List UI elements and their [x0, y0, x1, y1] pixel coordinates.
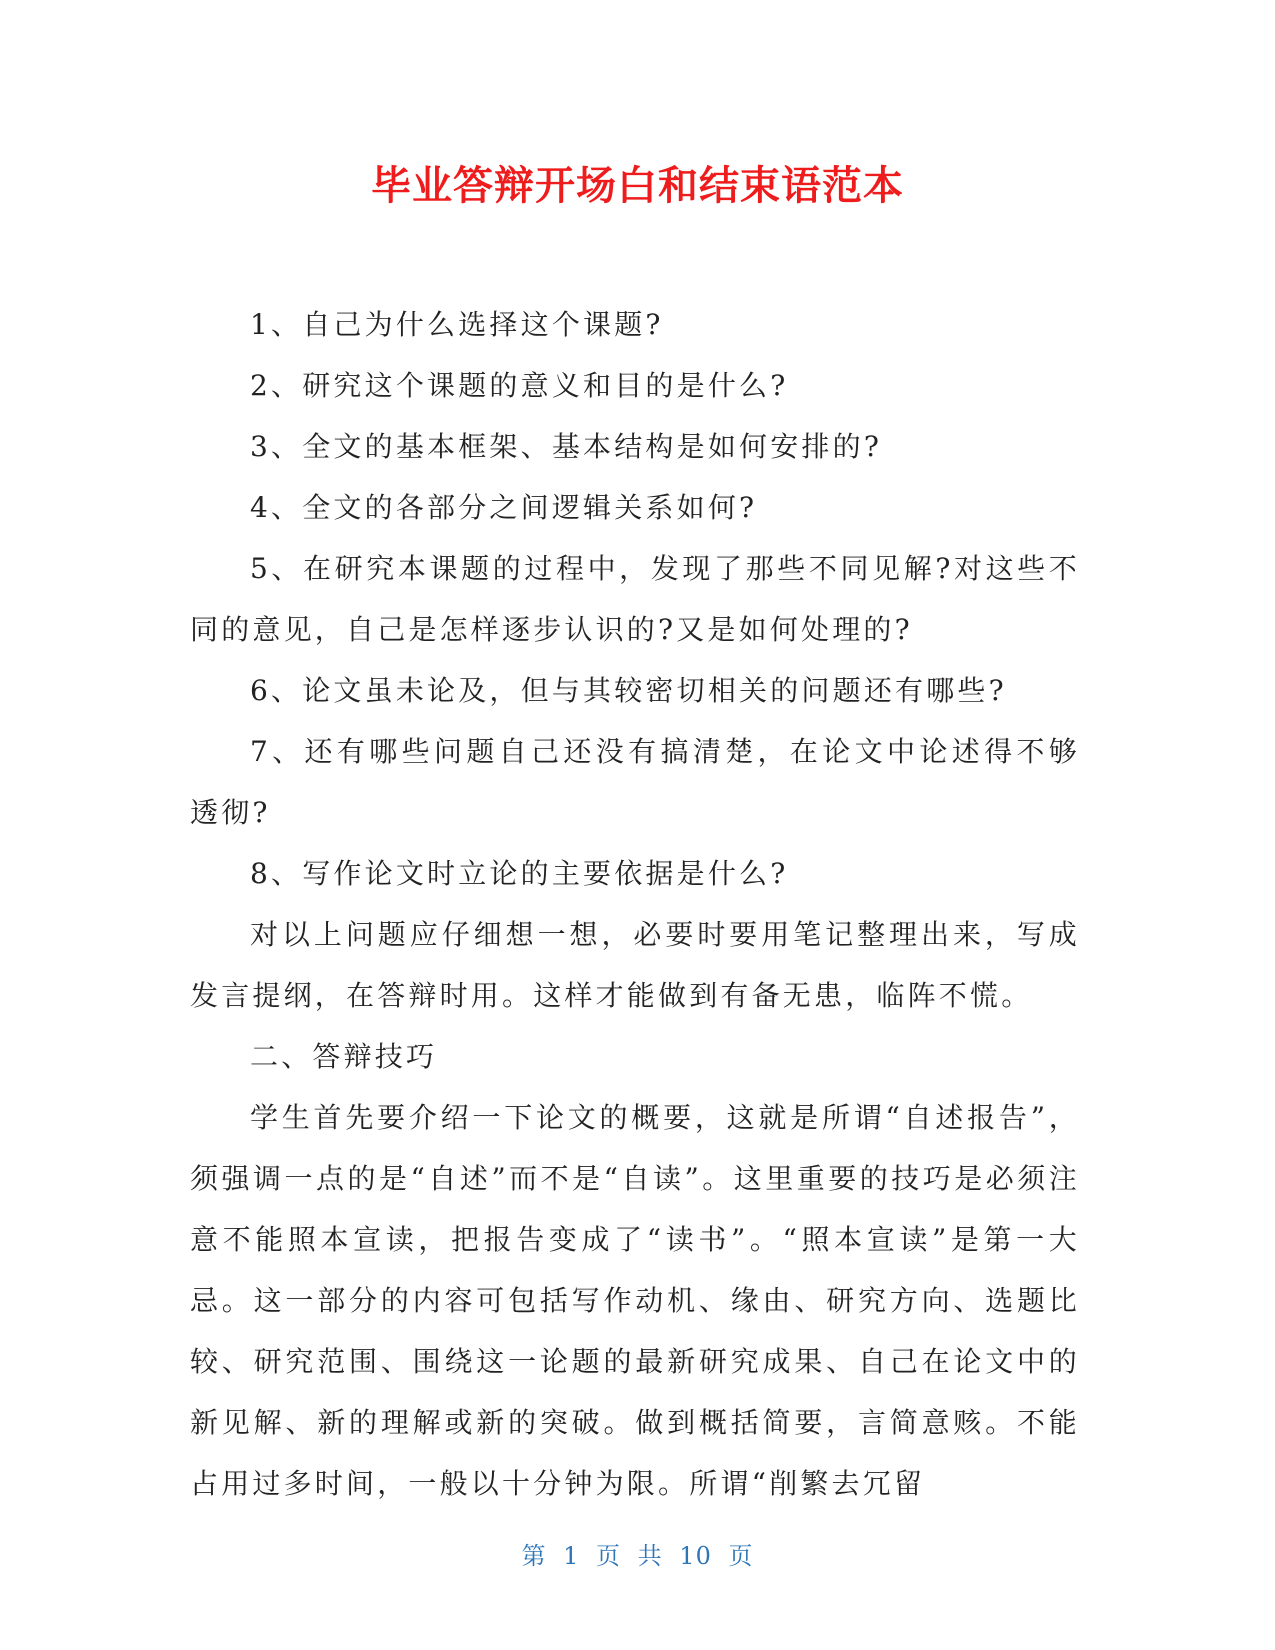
section-heading-techniques: 二、答辩技巧	[250, 1040, 438, 1073]
techniques-paragraph: 学生首先要介绍一下论文的概要，这就是所谓“自述报告”，须强调一点的是“自述”而不是“自读”。这里重要的技巧是必须注意不能照本宣读，把报告变成了“读书”。“照本宣读”是第一大忌。这一部分的内容可包括写作动机、缘由、研究方向、选题比较、研究范围、围绕这一论题的最新研究成果、自己在论文中的新见解、新的理解或新的突破。做到概括简要，言简意赅。不能占用过多时间，一般以十分钟为限。所谓“削繁去冗留	[190, 1101, 1080, 1500]
document-body	[190, 294, 1080, 1514]
question-5: 5、在研究本课题的过程中，发现了那些不同见解?对这些不同的意见，自己是怎样逐步认识的?又是如何处理的?	[190, 552, 1080, 646]
question-2: 2、研究这个课题的意义和目的是什么?	[250, 369, 789, 402]
question-6: 6、论文虽未论及，但与其较密切相关的问题还有哪些?	[250, 674, 1007, 707]
document-title: 毕业答辩开场白和结束语范本	[371, 163, 904, 209]
question-4: 4、全文的各部分之间逻辑关系如何?	[250, 491, 758, 524]
summary-paragraph: 对以上问题应仔细想一想，必要时要用笔记整理出来，写成发言提纲，在答辩时用。这样才能做到有备无患，临阵不慌。	[190, 918, 1080, 1012]
page-number-footer: 第 1 页 共 10 页	[521, 1542, 754, 1570]
question-7: 7、还有哪些问题自己还没有搞清楚，在论文中论述得不够透彻?	[190, 735, 1080, 829]
question-3: 3、全文的基本框架、基本结构是如何安排的?	[250, 430, 883, 463]
question-1: 1、自己为什么选择这个课题?	[250, 308, 664, 341]
question-8: 8、写作论文时立论的主要依据是什么?	[250, 857, 789, 890]
